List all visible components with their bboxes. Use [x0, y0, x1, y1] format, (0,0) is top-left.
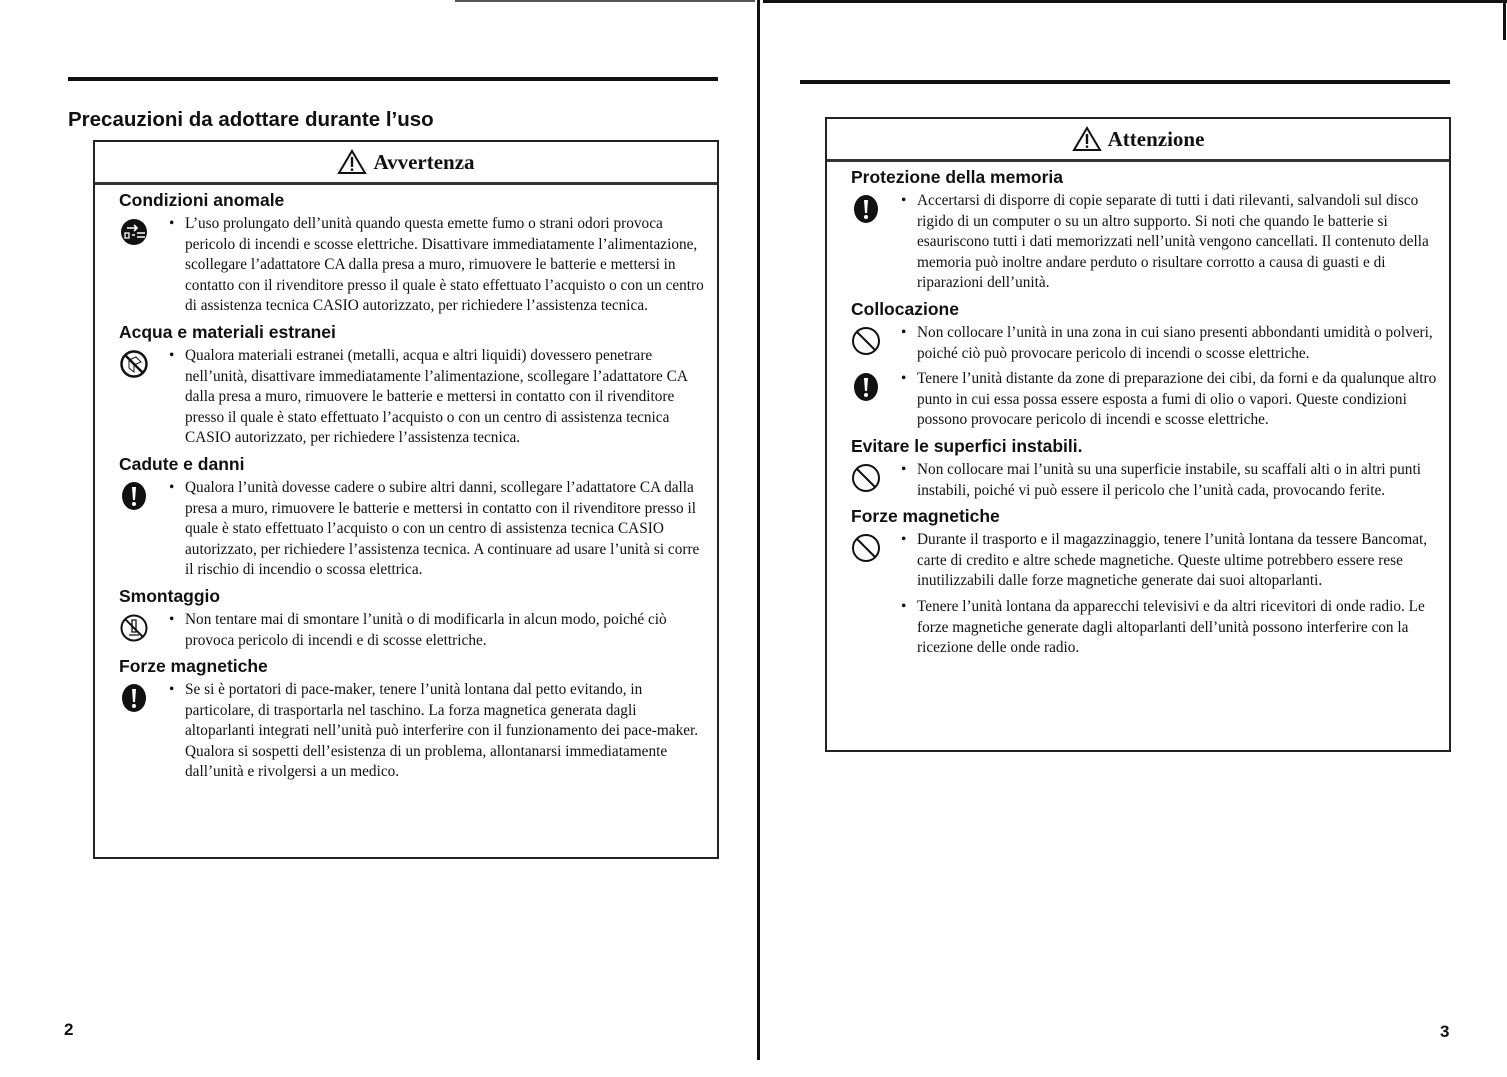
no-disassembly-icon — [119, 613, 149, 643]
item-text: • Non tentare mai di smontare l’unità o di modificarla in alcun modo, poiché ciò provoca pericolo di incendi e di scosse elettriche. — [169, 610, 705, 651]
warning-box — [93, 140, 719, 859]
exclamation-icon — [851, 194, 881, 224]
warning-triangle-icon — [1072, 126, 1102, 152]
exclamation-icon — [119, 481, 149, 511]
item-text: • Qualora materiali estranei (metalli, acqua e altri liquidi) dovessero penetrare nell’unità, disattivare immediatamente l’alimentazione, scollegare l’adattatore CA dalla presa a muro, rimuovere le batterie e mettersi in contatto con il rivenditore presso il quale è stato effettuato l’acquisto o con un centro di assistenza tecnica CASIO autorizzato, per richiedere l’assistenza tecnica. — [169, 346, 705, 449]
section-forze-magnetiche — [827, 506, 1449, 659]
list-item — [119, 346, 717, 449]
section-title: Acqua e materiali estranei — [119, 321, 336, 342]
section-collocazione — [827, 299, 1449, 431]
warning-box-header — [95, 142, 717, 185]
item-text: • Tenere l’unità lontana da apparecchi televisivi e da altri ricevitori di onde radio. Le forze magnetiche generate dagli altoparlanti dell’unità possono interferire con la ricezione delle onde radio. — [901, 597, 1443, 659]
section-title: Cadute e danni — [119, 453, 245, 474]
section-protezione-memoria — [827, 167, 1449, 294]
section-title: Protezione della memoria — [851, 167, 1064, 187]
scan-edge — [1503, 0, 1506, 40]
section-title: Forze magnetiche — [119, 656, 268, 677]
item-text: • Non collocare l’unità in una zona in cui siano presenti abbondanti umidità o polveri, poiché ciò può provocare pericolo di incendi o scosse elettriche. — [901, 323, 1443, 364]
item-text: • Qualora l’unità dovesse cadere o subire altri danni, scollegare l’adattatore CA dalla presa a muro, rimuovere le batterie e mettersi in contatto con il rivenditore presso il quale è stato effettuato l’acquisto o con un centro di assistenza tecnica CASIO autorizzato, per richiedere l’assistenza tecnica. A continuare ad usare l’unità si corre il rischio di incendio o scossa elettrica. — [169, 478, 709, 581]
section-cadute — [95, 454, 717, 581]
caution-box-header — [827, 119, 1449, 162]
section-title: Smontaggio — [119, 585, 221, 606]
unplug-icon — [119, 217, 149, 247]
section-smontaggio — [95, 586, 717, 651]
section-forze-magnetiche — [95, 656, 717, 783]
section-title: Condizioni anomale — [119, 190, 285, 210]
exclamation-icon — [119, 683, 149, 713]
item-text: • Accertarsi di disporre di copie separate di tutti i dati rilevanti, salvandoli sul disco rigido di un computer o su un altro supporto. Si noti che quando le batterie si esauriscono tutti i dati memorizzati nell’unità vengono cancellati. Il contenuto della memoria può inoltre andare perduto o risultare corrotto a causa di guasti e di riparazioni dell’unità. — [901, 191, 1443, 294]
list-item — [851, 369, 1449, 431]
prohibited-icon — [851, 533, 881, 563]
list-item — [119, 680, 717, 783]
page-number: 3 — [1440, 1022, 1450, 1041]
list-item — [851, 323, 1449, 364]
section-superfici-instabili — [827, 436, 1449, 501]
item-text: • Tenere l’unità distante da zone di preparazione dei cibi, da forni e da qualunque altro punto in cui essa possa essere esposta a fumi di olio o vapori. Queste condizioni possono provocare pericolo di incendi e scosse elettriche. — [901, 369, 1443, 431]
section-acqua — [95, 322, 717, 449]
item-text: • L’uso prolungato dell’unità quando questa emette fumo o strani odori provoca pericolo di incendi e scosse elettriche. Disattivare immediatamente l’alimentazione, scollegare l’adattatore CA dalla presa a muro, rimuovere le batterie e mettersi in contatto con il rivenditore presso il quale è stato effettuato l’acquisto o con un centro di assistenza tecnica CASIO autorizzato, per richiedere l’assistenza tecnica. — [169, 214, 705, 317]
page-spine — [757, 0, 760, 1060]
header-rule — [68, 77, 718, 81]
scan-edge — [763, 0, 1507, 3]
list-item — [851, 597, 1449, 659]
no-liquids-icon — [119, 349, 149, 379]
warning-triangle-icon — [337, 149, 367, 175]
item-text: • Se si è portatori di pace-maker, tenere l’unità lontana dal petto evitando, in particolare, di trasportarla nel taschino. La forza magnetica generata dagli altoparlanti integrati nell’unità può interferire con il funzionamento dei pace-maker. Qualora si sospetti dell’esistenza di un problema, allontanarsi immediatamente dall’unità e rivolgersi a un medico. — [169, 680, 705, 783]
section-title: Evitare le superfici instabili. — [851, 435, 1083, 456]
page-title: Precauzioni da adottare durante l’uso — [68, 108, 434, 131]
caution-box — [825, 117, 1451, 752]
list-item — [119, 610, 717, 651]
prohibited-icon — [851, 463, 881, 493]
prohibited-icon — [851, 326, 881, 356]
section-title: Collocazione — [851, 298, 959, 319]
list-item — [119, 478, 717, 581]
section-condizioni-anomale — [95, 190, 717, 317]
list-item — [119, 214, 717, 317]
page-number: 2 — [64, 1020, 74, 1039]
list-item — [851, 530, 1449, 592]
item-text: • Durante il trasporto e il magazzinaggio, tenere l’unità lontana da tessere Bancomat, carte di credito e altre schede magnetiche. Queste ultime potrebbero essere rese inutilizzabili dalle forze magnetiche generate dai suoi altoparlanti. — [901, 530, 1443, 592]
exclamation-icon — [851, 372, 881, 402]
box-heading: Attenzione — [1107, 126, 1205, 151]
header-rule — [800, 80, 1450, 84]
section-title: Forze magnetiche — [851, 506, 1000, 527]
scan-edge — [455, 0, 755, 2]
box-heading: Avvertenza — [373, 149, 475, 174]
item-text: • Non collocare mai l’unità su una superficie instabile, su scaffali alti o in altri punti instabili, poiché vi può essere il pericolo che l’unità cada, provocando ferite. — [901, 460, 1443, 501]
list-item — [851, 191, 1449, 294]
list-item — [851, 460, 1449, 501]
